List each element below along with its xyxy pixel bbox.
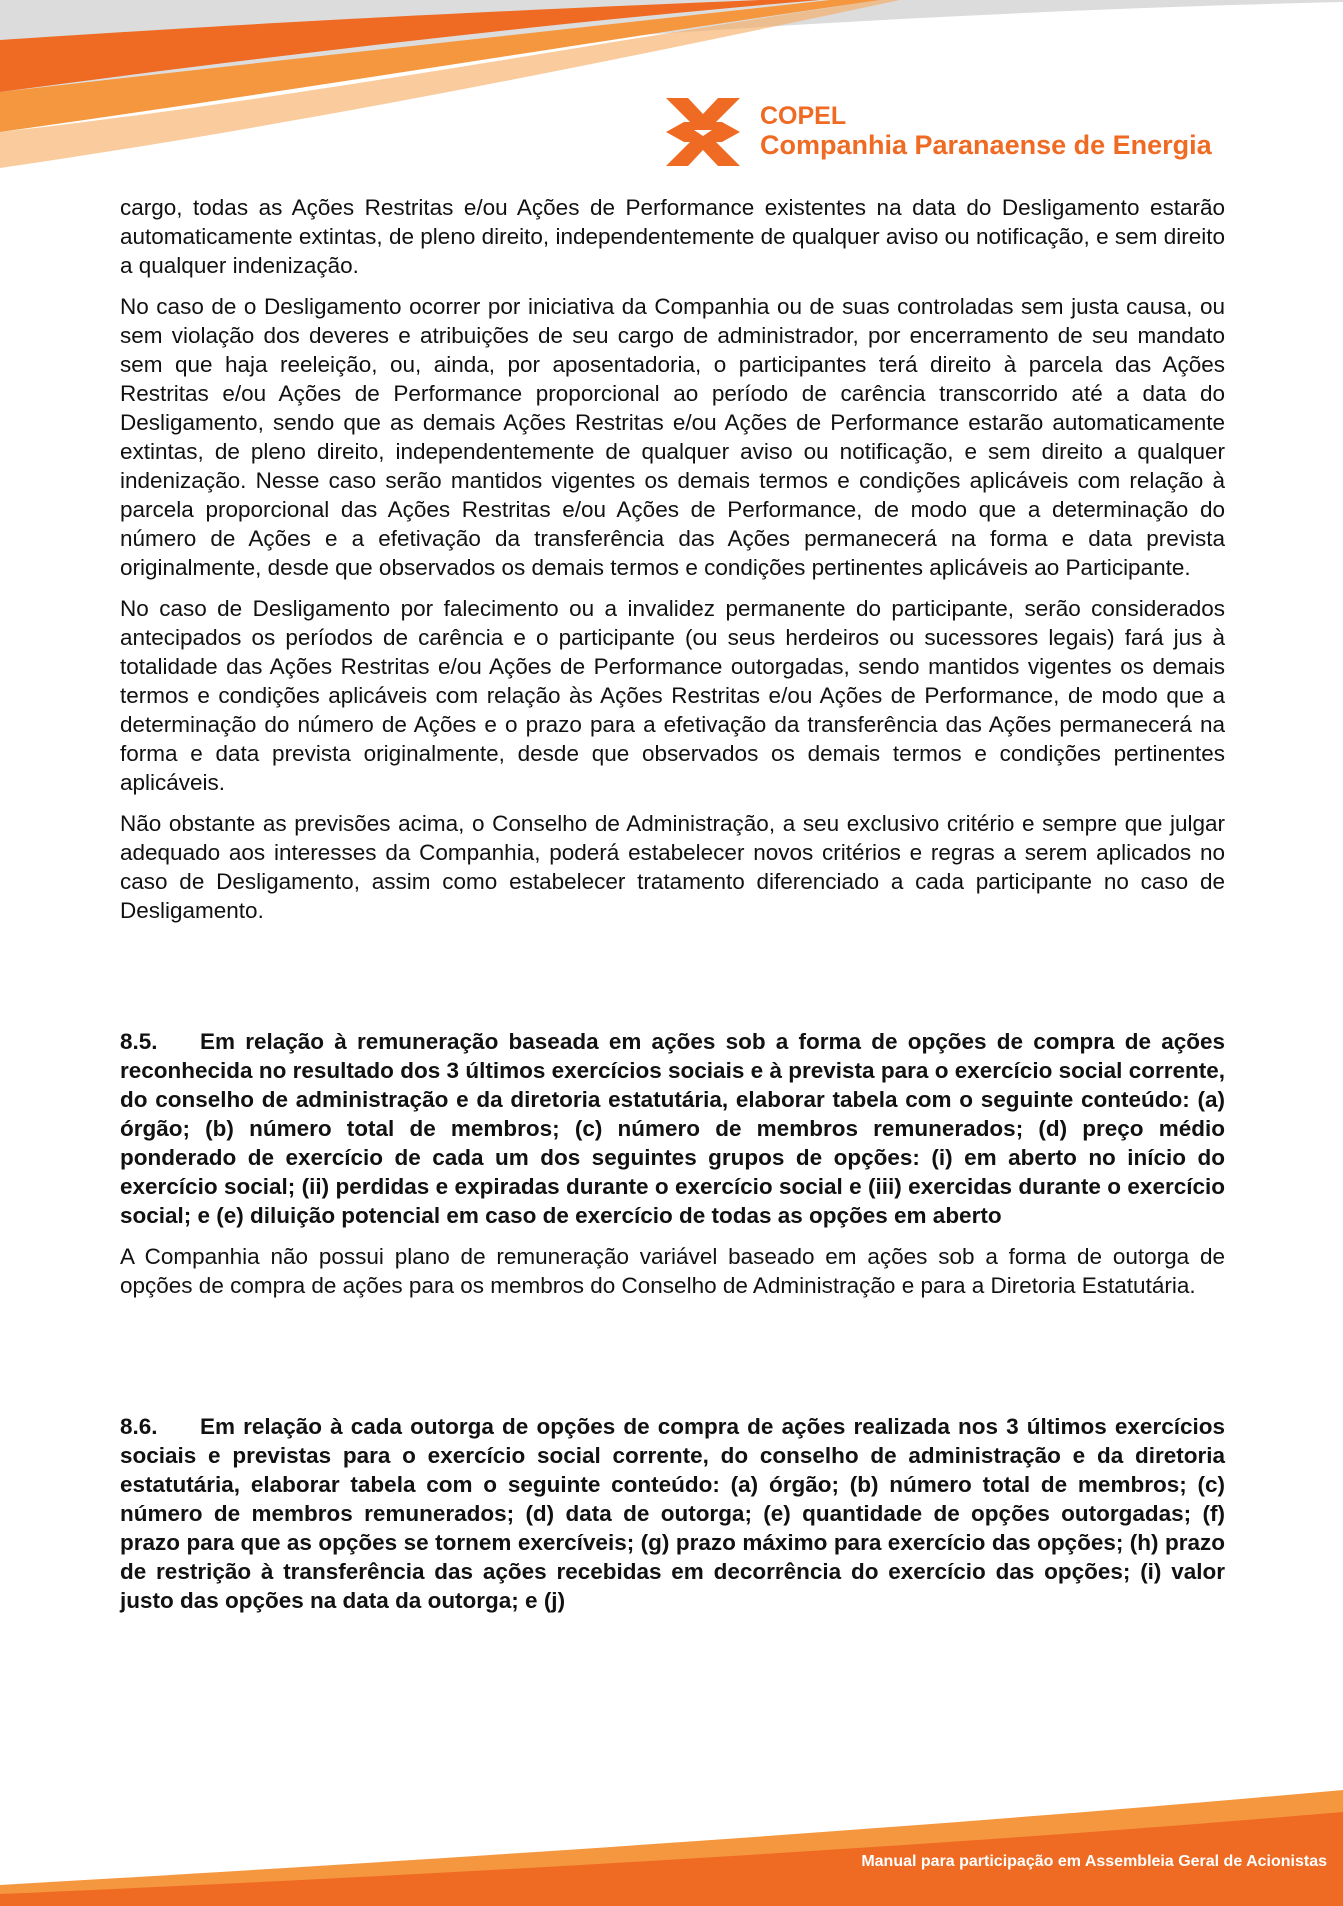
section-title: Em relação à remuneração baseada em ações sob a forma de opções de compra de ações reconhecida no resultado dos 3 últimos exercícios sociais e à prevista para o exercício social corrente, do conselho de administração e da diretoria estatutária, elaborar tabela com o seguinte conteúdo: (a) órgão; (b) número total de membros; (c) número de membros remunerados; (d) preço médio ponderado de exercício de cada um dos seguintes grupos de opções: (i) em aberto no início do exercício social; (ii) perdidas e expiradas durante o exercício social e (iii) exercidas durante o exercício social; e (e) diluição potencial em caso de exercício de todas as opções em aberto	[120, 1029, 1225, 1228]
section-number: 8.5.	[120, 1029, 158, 1054]
company-logo	[664, 96, 1212, 168]
copel-logo-icon	[664, 96, 742, 168]
document-body	[120, 193, 1225, 1627]
section-title: Em relação à cada outorga de opções de compra de ações realizada nos 3 últimos exercícios sociais e previstas para o exercício social corrente, do conselho de administração e da diretoria estatutária, elaborar tabela com o seguinte conteúdo: (a) órgão; (b) número total de membros; (c) número de membros remunerados; (d) data de outorga; (e) quantidade de opções outorgadas; (f) prazo para que as opções se tornem exercíveis; (g) prazo máximo para exercício das opções; (h) prazo de restrição à transferência das ações recebidas em decorrência do exercício das opções; (i) valor justo das opções na data da outorga; e (j)	[120, 1414, 1225, 1613]
footer-swoosh-decoration	[0, 1790, 1343, 1906]
footer-title: Manual para participação em Assembleia Geral de Acionistas	[861, 1853, 1327, 1870]
company-full-name: Companhia Paranaense de Energia	[760, 129, 1212, 160]
company-short-name: COPEL	[760, 102, 847, 131]
paragraph: No caso de Desligamento por falecimento ou a invalidez permanente do participante, serão considerados antecipados os períodos de carência e o participante (ou seus herdeiros ou sucessores legais) fará jus à totalidade das Ações Restritas e/ou Ações de Performance outorgadas, sendo mantidos vigentes os demais termos e condições aplicáveis com relação às Ações Restritas e/ou Ações de Performance, de modo que a determinação do número de Ações e o prazo para a efetivação da transferência das Ações permanecerá na forma e data prevista originalmente, desde que observados os demais termos e condições pertinentes aplicáveis.	[120, 596, 1225, 795]
section-8-5-heading	[120, 1027, 1225, 1230]
paragraph: cargo, todas as Ações Restritas e/ou Ações de Performance existentes na data do Desligamento estarão automaticamente extintas, de pleno direito, independentemente de qualquer aviso ou notificação, e sem direito a qualquer indenização.	[120, 195, 1225, 278]
section-8-5-text: A Companhia não possui plano de remuneração variável baseado em ações sob a forma de outorga de opções de compra de ações para os membros do Conselho de Administração e para a Diretoria Estatutária.	[120, 1244, 1225, 1298]
paragraph: No caso de o Desligamento ocorrer por iniciativa da Companhia ou de suas controladas sem justa causa, ou sem violação dos deveres e atribuições de seu cargo de administrador, por encerramento de seu mandato sem que haja reeleição, ou, ainda, por aposentadoria, o participantes terá direito à parcela das Ações Restritas e/ou Ações de Performance proporcional ao período de carência transcorrido até a data do Desligamento, sendo que as demais Ações Restritas e/ou Ações de Performance estarão automaticamente extintas, de pleno direito, independentemente de qualquer aviso ou notificação, e sem direito a qualquer indenização. Nesse caso serão mantidos vigentes os demais termos e condições aplicáveis com relação à parcela proporcional das Ações Restritas e/ou Ações de Performance, de modo que a determinação do número de Ações e a efetivação da transferência das Ações permanecerá na forma e data prevista originalmente, desde que observados os demais termos e condições pertinentes aplicáveis ao Participante.	[120, 294, 1225, 580]
section-number: 8.6.	[120, 1414, 158, 1439]
paragraph: Não obstante as previsões acima, o Conselho de Administração, a seu exclusivo critério e sempre que julgar adequado aos interesses da Companhia, poderá estabelecer novos critérios e regras a serem aplicados no caso de Desligamento, assim como estabelecer tratamento diferenciado a cada participante no caso de Desligamento.	[120, 811, 1225, 923]
section-8-6-heading	[120, 1412, 1225, 1615]
